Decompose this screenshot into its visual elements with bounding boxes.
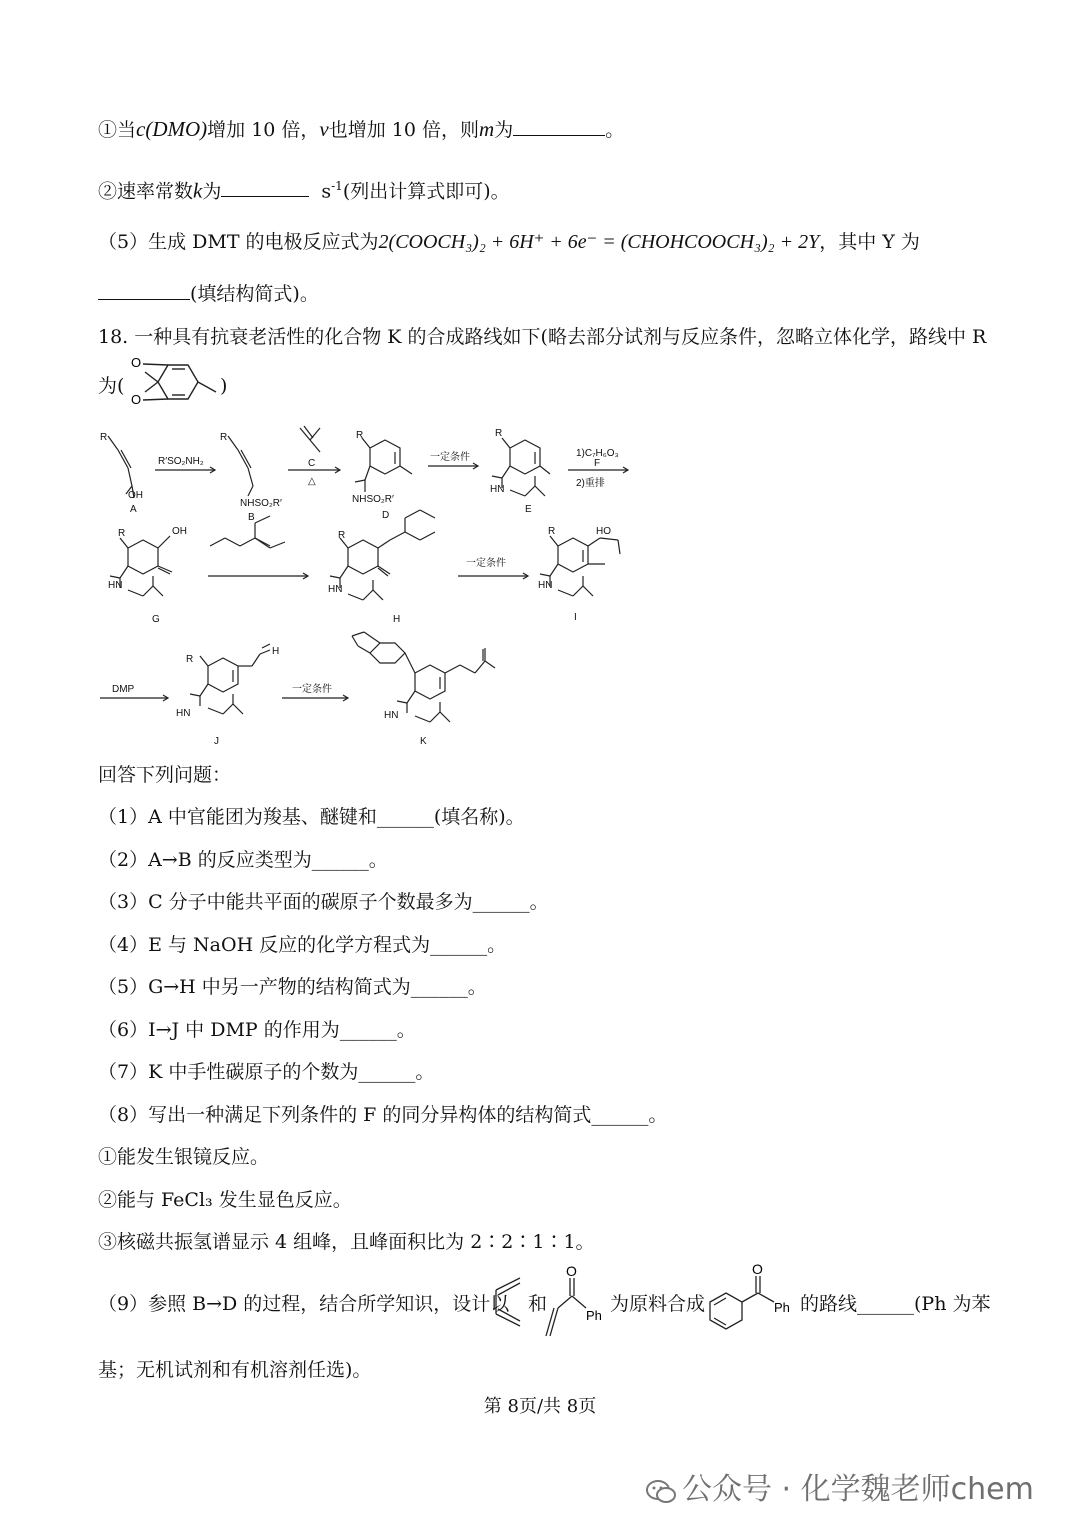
question-9-d: 基；无机试剂和有机溶剂任选)。 — [98, 1359, 372, 1381]
reagent-j-to-k: 一定条件 — [292, 684, 332, 695]
question-4: （4）E 与 NaOH 反应的化学方程式为______。 — [98, 934, 507, 956]
text: 增加 10 倍， — [207, 119, 320, 141]
answer-intro: 回答下列问题： — [98, 764, 232, 786]
atom-HO: HO — [596, 526, 611, 537]
wechat-icon — [646, 1478, 676, 1504]
condition-2: ②能与 FeCl₃ 发生显色反应。 — [98, 1189, 352, 1211]
question-8: （8）写出一种满足下列条件的 F 的同分异构体的结构简式______。 — [98, 1104, 668, 1126]
text: 为 — [202, 180, 222, 203]
text: (填结构简式)。 — [190, 283, 319, 305]
unit-sup: -1 — [331, 179, 343, 193]
text: (列出计算式即可)。 — [342, 180, 510, 203]
atom-R: R — [356, 430, 364, 441]
answer-blank — [513, 117, 605, 136]
text: ，其中 Y 为 — [819, 231, 920, 253]
atom-R: R — [100, 432, 108, 443]
atom-HN: HN — [176, 708, 191, 719]
condition-3: ③核磁共振氢谱显示 4 组峰，且峰面积比为 2∶2∶1∶1。 — [98, 1231, 595, 1253]
atom-OH: OH — [172, 526, 187, 537]
atom-R: R — [548, 526, 556, 537]
question-7: （7）K 中手性碳原子的个数为______。 — [98, 1061, 435, 1083]
atom-nhso2r: NHSO₂R′ — [240, 498, 282, 509]
atom-HN: HN — [328, 584, 343, 595]
atom-O: O — [566, 1263, 577, 1279]
atom-O: O — [752, 1262, 763, 1277]
reagent-e-step2: 2)重排 — [576, 478, 605, 489]
question-9-and: 和 — [528, 1293, 548, 1315]
label-H: H — [393, 614, 401, 625]
text: ②速率常数 — [98, 180, 194, 203]
reagent-F: F — [594, 458, 601, 469]
q17-line3 — [98, 230, 920, 254]
atom-R: R — [186, 654, 194, 665]
label-E: E — [525, 504, 532, 515]
q18-intro: 18. 一种具有抗衰老活性的化合物 K 的合成路线如下(略去部分试剂与反应条件，忽略立体化学，路线中 R — [98, 326, 987, 348]
label-B: B — [248, 512, 255, 523]
electrode-equation: 2(COOCH₃)₂ + 6H⁺ + 6e⁻ = (CHOHCOOCH₃)₂ + 2Y — [378, 231, 820, 253]
label-K: K — [420, 736, 427, 747]
question-6: （6）I→J 中 DMP 的作用为______。 — [98, 1019, 416, 1041]
reagent-C: C — [308, 458, 316, 469]
label-J: J — [214, 736, 219, 747]
answer-blank — [98, 281, 190, 300]
text: ①当 — [98, 119, 137, 141]
q17-line4 — [98, 281, 319, 306]
vinyl-phenyl-ketone-structure — [544, 1262, 608, 1344]
atom-nhso2r: NHSO₂R′ — [352, 494, 394, 505]
unit: s — [321, 180, 332, 203]
answer-blank — [221, 178, 309, 197]
text: 为( — [98, 375, 125, 397]
math-m: m — [479, 117, 495, 141]
page-footer: 第 8页/共 8页 — [483, 1396, 597, 1417]
text: 。 — [605, 119, 625, 141]
reagent-e-step1: 1)C₇H₆O₃ — [576, 448, 619, 459]
condition-1: ①能发生银镜反应。 — [98, 1146, 270, 1168]
q17-line1 — [98, 117, 624, 142]
text: 也增加 10 倍，则 — [328, 119, 480, 141]
text: 为 — [494, 119, 514, 141]
atom-O: O — [131, 392, 142, 407]
label-A: A — [130, 504, 137, 515]
question-2: （2）A→B 的反应类型为______。 — [98, 849, 388, 871]
atom-R: R — [220, 432, 228, 443]
question-9-c: 的路线______(Ph 为苯 — [800, 1293, 991, 1315]
question-9-b: 为原料合成 — [610, 1293, 706, 1315]
question-3: （3）C 分子中能共平面的碳原子个数最多为______。 — [98, 891, 549, 913]
atom-HN: HN — [490, 484, 505, 495]
atom-Ph: Ph — [774, 1300, 790, 1315]
r-group-structure — [118, 352, 228, 412]
atom-R: R — [495, 428, 503, 439]
r-close-paren: ) — [220, 375, 228, 397]
question-5: （5）G→H 中另一产物的结构简式为______。 — [98, 976, 487, 998]
question-9-a: （9）参照 B→D 的过程，结合所学知识，设计以 — [98, 1293, 510, 1315]
watermark-text: 公众号 · 化学魏老师chem — [682, 1472, 1034, 1507]
atom-Ph: Ph — [586, 1308, 602, 1323]
math-k: k — [193, 178, 203, 203]
reagent-DMP: DMP — [112, 684, 135, 695]
reagent-d-to-e: 一定条件 — [430, 452, 470, 463]
text: （5）生成 DMT 的电极反应式为 — [98, 231, 379, 253]
atom-R: R — [338, 530, 346, 541]
atom-R: R — [118, 528, 126, 539]
label-G: G — [152, 614, 160, 625]
atom-OH: OH — [128, 490, 143, 501]
synthesis-scheme — [90, 418, 990, 748]
question-1: （1）A 中官能团为羧基、醚键和______(填名称)。 — [98, 806, 525, 828]
q17-line2 — [98, 174, 510, 203]
reagent-heat: △ — [308, 476, 316, 487]
math-c-dmo: c(DMO) — [136, 117, 208, 141]
reagent-a-to-b: R′SO₂NH₂ — [158, 456, 204, 467]
atom-HN: HN — [108, 580, 123, 591]
atom-HN: HN — [384, 710, 399, 721]
math-v: v — [319, 117, 329, 141]
label-I: I — [574, 612, 577, 623]
watermark — [646, 1464, 1034, 1508]
target-cyclohexadienyl-ketone-structure — [700, 1262, 800, 1346]
label-D: D — [382, 510, 390, 521]
butadiene-structure — [494, 1270, 524, 1340]
atom-H: H — [272, 646, 280, 657]
reagent-h-to-i: 一定条件 — [466, 558, 506, 569]
atom-HN: HN — [538, 580, 553, 591]
atom-O: O — [131, 355, 142, 370]
